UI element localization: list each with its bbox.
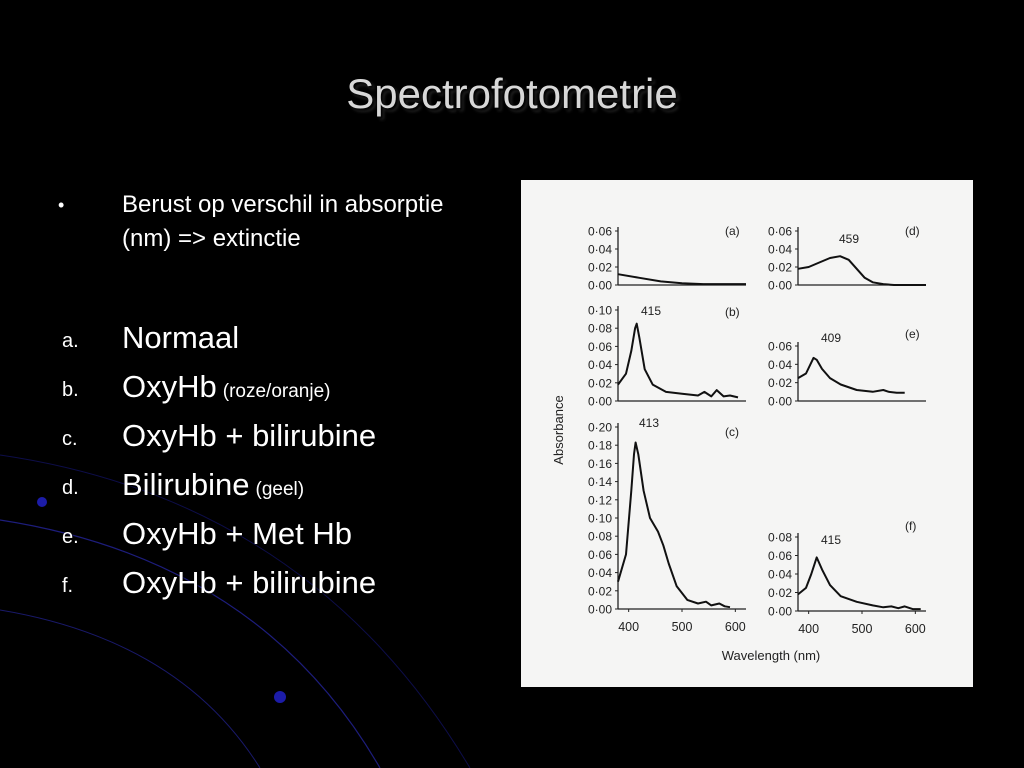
panel-f (768, 519, 926, 619)
x-tick-label: 400 (618, 620, 640, 634)
y-tick-label: 0·04 (767, 567, 792, 582)
spectrum-line (798, 256, 926, 285)
x-tick-label: 500 (671, 620, 693, 634)
list-item (62, 318, 502, 367)
panel-label: (a) (725, 224, 740, 238)
y-tick-label: 0·10 (587, 303, 612, 318)
y-tick-label: 0·00 (767, 604, 792, 619)
y-tick-label: 0·02 (767, 586, 792, 600)
x-tick-label: 500 (851, 622, 873, 636)
absorbance-spectra-chart (521, 180, 973, 687)
list-item-text: OxyHb + bilirubine (122, 418, 377, 453)
list-item (62, 563, 502, 612)
y-tick-label: 0·04 (767, 357, 792, 372)
spectrum-line (618, 274, 746, 284)
y-tick-label: 0·08 (587, 529, 612, 544)
y-tick-label: 0·04 (767, 242, 792, 257)
y-tick-label: 0·06 (587, 547, 612, 562)
peak-label: 413 (639, 416, 660, 430)
y-tick-label: 0·08 (767, 530, 792, 545)
y-tick-label: 0·00 (767, 394, 792, 409)
panel-label: (e) (905, 327, 920, 341)
list-marker: b. (62, 379, 79, 401)
spectrum-line (618, 324, 738, 398)
y-tick-label: 0·10 (587, 511, 612, 526)
list-item (62, 367, 502, 416)
list-item-text: OxyHb (roze/oranje) (122, 369, 331, 404)
peak-label: 459 (839, 232, 860, 246)
panel-label: (d) (905, 224, 920, 238)
list-item (62, 465, 502, 514)
list-marker: f. (62, 575, 74, 597)
list-item-text: OxyHb + Met Hb (122, 516, 352, 551)
x-axis-label: Wavelength (nm) (721, 648, 821, 663)
y-tick-label: 0·06 (587, 339, 612, 354)
x-tick-label: 600 (724, 620, 746, 634)
y-tick-label: 0·06 (767, 224, 792, 239)
peak-label: 415 (821, 533, 842, 547)
y-tick-label: 0·20 (587, 420, 612, 435)
list-marker: d. (62, 477, 79, 499)
panel-a (588, 224, 746, 293)
y-tick-label: 0·04 (587, 242, 612, 257)
list-item-text: Bilirubine (geel) (122, 467, 305, 502)
y-tick-label: 0·16 (587, 456, 612, 471)
y-tick-label: 0·00 (767, 278, 792, 293)
x-tick-label: 400 (798, 622, 820, 636)
slide-title: Spectrofotometrie (346, 70, 678, 117)
y-tick-label: 0·12 (587, 493, 612, 508)
panel-label: (c) (725, 425, 739, 439)
y-tick-label: 0·00 (587, 602, 612, 617)
y-tick-label: 0·00 (587, 394, 612, 409)
spectra-figure (521, 180, 973, 687)
spectrum-line (618, 443, 730, 608)
y-tick-label: 0·06 (587, 224, 612, 239)
list-item-text: Normaal (122, 320, 240, 355)
spectrum-line (798, 358, 905, 393)
list-item (62, 514, 502, 563)
list-item (62, 416, 502, 465)
spectrum-line (798, 557, 921, 609)
y-tick-label: 0·18 (587, 438, 612, 453)
y-tick-label: 0·02 (587, 260, 612, 275)
y-tick-label: 0·00 (587, 278, 612, 293)
panel-c (588, 416, 746, 617)
sample-list (62, 318, 502, 612)
y-tick-label: 0·08 (587, 321, 612, 336)
peak-label: 415 (641, 304, 662, 318)
panel-label: (b) (725, 305, 740, 319)
bullet-text: Berust op verschil in absorptie (nm) => extinctie (122, 191, 444, 252)
y-tick-label: 0·04 (587, 358, 612, 373)
peak-label: 409 (821, 331, 842, 345)
list-marker: a. (62, 330, 79, 352)
list-item-text: OxyHb + bilirubine (122, 565, 377, 600)
panel-e (768, 327, 926, 409)
panel-b (588, 304, 746, 409)
x-tick-label: 600 (904, 622, 926, 636)
y-tick-label: 0·04 (587, 566, 612, 581)
bullet-dot-icon: • (58, 195, 65, 215)
y-tick-label: 0·14 (587, 475, 612, 490)
panel-d (768, 224, 926, 293)
y-axis-label: Absorbance (551, 395, 566, 465)
list-marker: c. (62, 428, 78, 450)
y-tick-label: 0·06 (767, 339, 792, 354)
list-marker: e. (62, 526, 79, 548)
y-tick-label: 0·02 (587, 584, 612, 599)
y-tick-label: 0·02 (767, 376, 792, 391)
y-tick-label: 0·02 (767, 260, 792, 275)
panel-label: (f) (905, 519, 917, 533)
y-tick-label: 0·02 (587, 376, 612, 391)
y-tick-label: 0·06 (767, 549, 792, 563)
